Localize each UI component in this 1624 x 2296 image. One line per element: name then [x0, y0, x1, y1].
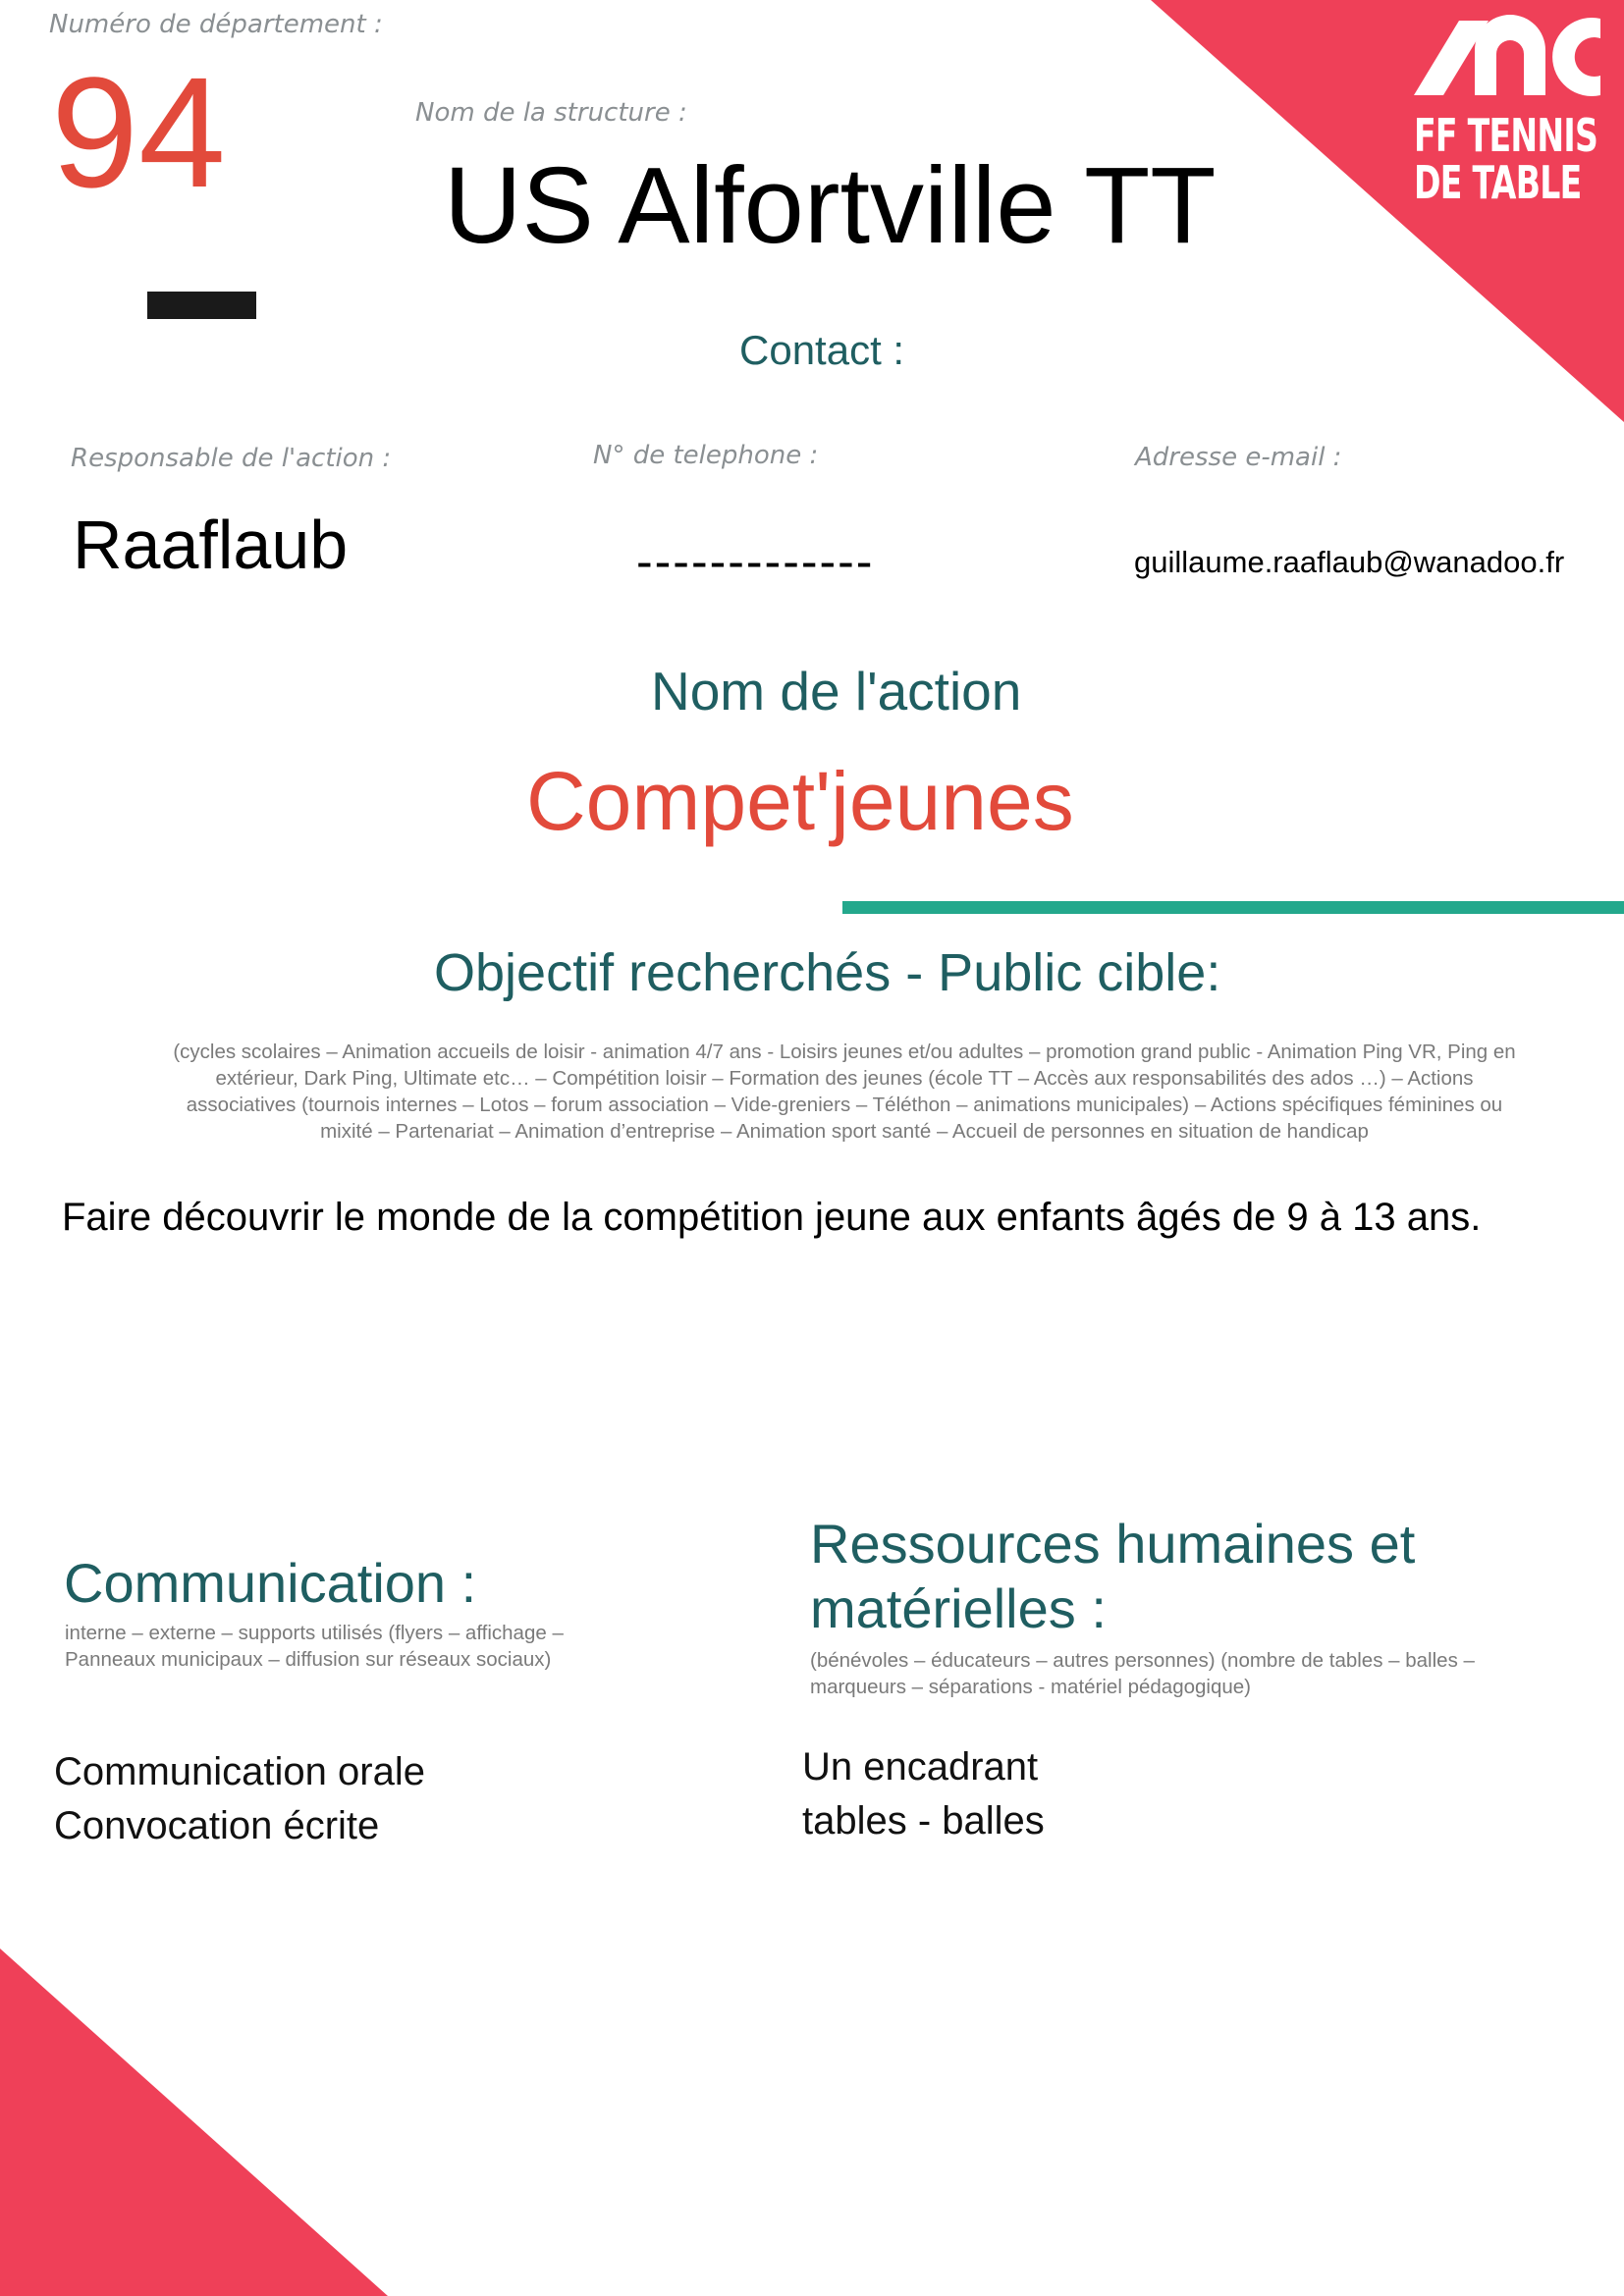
- phone-value: -------------: [636, 534, 875, 589]
- communication-line1: Communication orale: [54, 1750, 425, 1793]
- ressources-line2: tables - balles: [802, 1799, 1045, 1842]
- communication-line2: Convocation écrite: [54, 1804, 380, 1847]
- email-label: Adresse e-mail :: [1135, 443, 1342, 472]
- structure-label: Nom de la structure :: [415, 98, 687, 128]
- department-number: 94: [51, 44, 226, 220]
- responsable-label: Responsable de l'action :: [71, 444, 392, 473]
- fftt-logo-icon: [1414, 15, 1606, 101]
- fftt-logo: [1414, 15, 1610, 209]
- objectif-title: Objectif recherchés - Public cible:: [434, 943, 1221, 1002]
- communication-hint: interne – externe – supports utilisés (flyers – affichage – Panneaux municipaux – diffusion sur réseaux sociaux): [65, 1622, 564, 1671]
- logo-line1: FF TENNIS: [1414, 109, 1598, 162]
- contact-title: Contact :: [739, 327, 905, 373]
- action-title: Nom de l'action: [651, 661, 1022, 721]
- black-dash-mark: [147, 292, 256, 319]
- ressources-line1: Un encadrant: [802, 1745, 1039, 1789]
- ressources-hint: (bénévoles – éducateurs – autres personnes) (nombre de tables – balles – marqueurs – séparations - matériel pédagogique): [810, 1649, 1475, 1698]
- action-name: Compet'jeunes: [526, 755, 1074, 847]
- objectif-value: Faire découvrir le monde de la compétition jeune aux enfants âgés de 9 à 13 ans.: [62, 1196, 1482, 1239]
- communication-title: Communication :: [64, 1552, 477, 1614]
- department-label: Numéro de département :: [49, 10, 383, 39]
- ressources-title-line2: matérielles :: [810, 1577, 1107, 1639]
- green-divider-bar: [842, 901, 1624, 914]
- logo-line2: DE TABLE: [1414, 156, 1582, 209]
- ressources-title-line1: Ressources humaines et: [810, 1513, 1416, 1575]
- responsable-value: Raaflaub: [73, 507, 349, 583]
- bottom-left-triangle: [0, 1949, 388, 2296]
- email-value: guillaume.raaflaub@wanadoo.fr: [1134, 545, 1565, 579]
- phone-label: N° de telephone :: [593, 441, 819, 470]
- objectif-hint: (cycles scolaires – Animation accueils de loisir - animation 4/7 ans - Loisirs jeunes et/ou adultes – promotion grand public - Animation Ping VR, Ping en extérieur, Dark Ping, Ultimate etc… – Compétition loisir – Formation des jeunes (école TT – Accès aux responsabilités des ados …) – Actions associatives (tournois internes – Lotos – forum association – Vide-greniers – Téléthon – animations municipales) – Actions spécifiques féminines ou mixité – Partenariat – Animation d’entreprise – Animation sport santé – Accueil de personnes en situation de handicap: [173, 1041, 1516, 1143]
- structure-name: US Alfortville TT: [444, 145, 1217, 266]
